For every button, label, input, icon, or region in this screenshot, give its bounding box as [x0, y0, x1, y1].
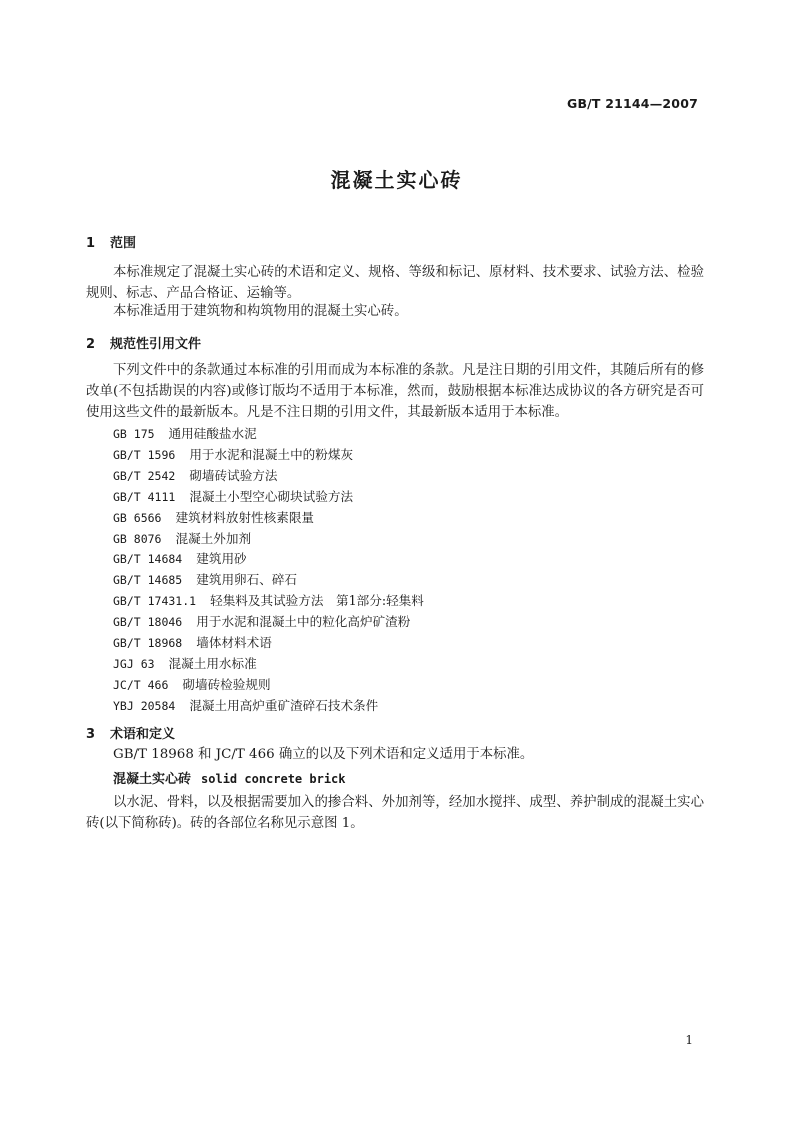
reference-title: 混凝土用水标准 — [168, 655, 257, 671]
reference-title: 建筑材料放射性核素限量 — [175, 509, 314, 525]
reference-code: YBJ 20584 — [113, 698, 176, 713]
standard-number: GB/T 21144—2007 — [566, 96, 698, 111]
reference-code: JC/T 466 — [113, 677, 169, 692]
reference-code: GB/T 1596 — [113, 447, 176, 462]
reference-title: 建筑用砂 — [196, 551, 247, 567]
term-definition: 以水泥、骨料，以及根据需要加入的掺合料、外加剂等，经加水搅拌、成型、养护制成的混凝土实心砖(以下简称砖)。砖的各部位名称见示意图 1。 — [86, 795, 704, 831]
reference-title: 混凝土用高炉重矿渣碎石技术条件 — [189, 697, 379, 713]
reference-item — [113, 508, 424, 529]
section-number: 2 — [86, 337, 96, 352]
reference-item — [113, 549, 424, 570]
reference-code: JGJ 63 — [113, 656, 155, 671]
reference-item — [113, 424, 424, 445]
reference-code: GB/T 18046 — [113, 615, 183, 630]
term-chinese: 混凝土实心砖 — [113, 772, 192, 787]
section-1-heading — [86, 232, 136, 251]
document-title: 混凝土实心砖 — [330, 168, 463, 192]
reference-code: GB 6566 — [113, 510, 162, 525]
reference-code: GB/T 2542 — [113, 468, 176, 483]
section-number: 3 — [86, 727, 96, 742]
section-title: 术语和定义 — [110, 727, 176, 742]
reference-title: 建筑用卵石、碎石 — [196, 572, 297, 588]
reference-title: 用于水泥和混凝土中的粒化高炉矿渣粉 — [196, 614, 411, 630]
reference-code: GB/T 14684 — [113, 552, 183, 567]
reference-item — [113, 445, 424, 466]
reference-item — [113, 696, 424, 717]
reference-code: GB/T 17431.1 — [113, 594, 197, 609]
reference-code: GB 175 — [113, 427, 155, 441]
reference-title: 砌墙砖试验方法 — [189, 467, 278, 483]
reference-item — [113, 466, 424, 487]
reference-code: GB/T 4111 — [113, 489, 176, 504]
terms-intro: GB/T 18968 和 JC/T 466 确立的以及下列术语和定义适用于本标准。 — [113, 747, 534, 762]
reference-code: GB/T 14685 — [113, 573, 183, 588]
reference-title: 通用硅酸盐水泥 — [168, 426, 257, 441]
reference-title: 用于水泥和混凝土中的粉煤灰 — [189, 446, 354, 462]
section-number: 1 — [86, 236, 96, 251]
normative-intro: 下列文件中的条款通过本标准的引用而成为本标准的条款。凡是注日期的引用文件，其随后所有的修改单(不包括勘误的内容)或修订版均不适用于本标准，然而，鼓励根据本标准达成协议的各方研究是否可使用这些文件的最新版本。凡是不注日期的引用文件，其最新版本适用于本标准。 — [86, 363, 704, 420]
reference-list — [113, 424, 424, 717]
term-heading — [113, 768, 346, 787]
reference-item — [113, 654, 424, 675]
page-number: 1 — [685, 1033, 693, 1047]
scope-paragraph-1: 本标准规定了混凝土实心砖的术语和定义、规格、等级和标记、原材料、技术要求、试验方法、检验规则、标志、产品合格证、运输等。 — [86, 265, 704, 301]
section-title: 范围 — [110, 236, 137, 251]
term-english: solid concrete brick — [201, 772, 346, 786]
scope-paragraph-2: 本标准适用于建筑物和构筑物用的混凝土实心砖。 — [113, 304, 408, 319]
reference-item — [113, 529, 424, 550]
reference-code: GB 8076 — [113, 531, 162, 546]
reference-title: 轻集料及其试验方法 第1部分:轻集料 — [210, 593, 424, 609]
reference-item — [113, 570, 424, 591]
reference-title: 混凝土外加剂 — [175, 530, 252, 546]
reference-item — [113, 591, 424, 612]
reference-item — [113, 487, 424, 508]
reference-code: GB/T 18968 — [113, 636, 183, 651]
section-3-heading — [86, 723, 175, 742]
reference-title: 砌墙砖检验规则 — [182, 676, 271, 692]
reference-title: 墙体材料术语 — [196, 635, 272, 651]
reference-title: 混凝土小型空心砌块试验方法 — [189, 488, 354, 504]
section-2-heading — [86, 333, 201, 352]
reference-item — [113, 675, 424, 696]
reference-item — [113, 612, 424, 633]
reference-item — [113, 633, 424, 654]
section-title: 规范性引用文件 — [110, 337, 202, 352]
